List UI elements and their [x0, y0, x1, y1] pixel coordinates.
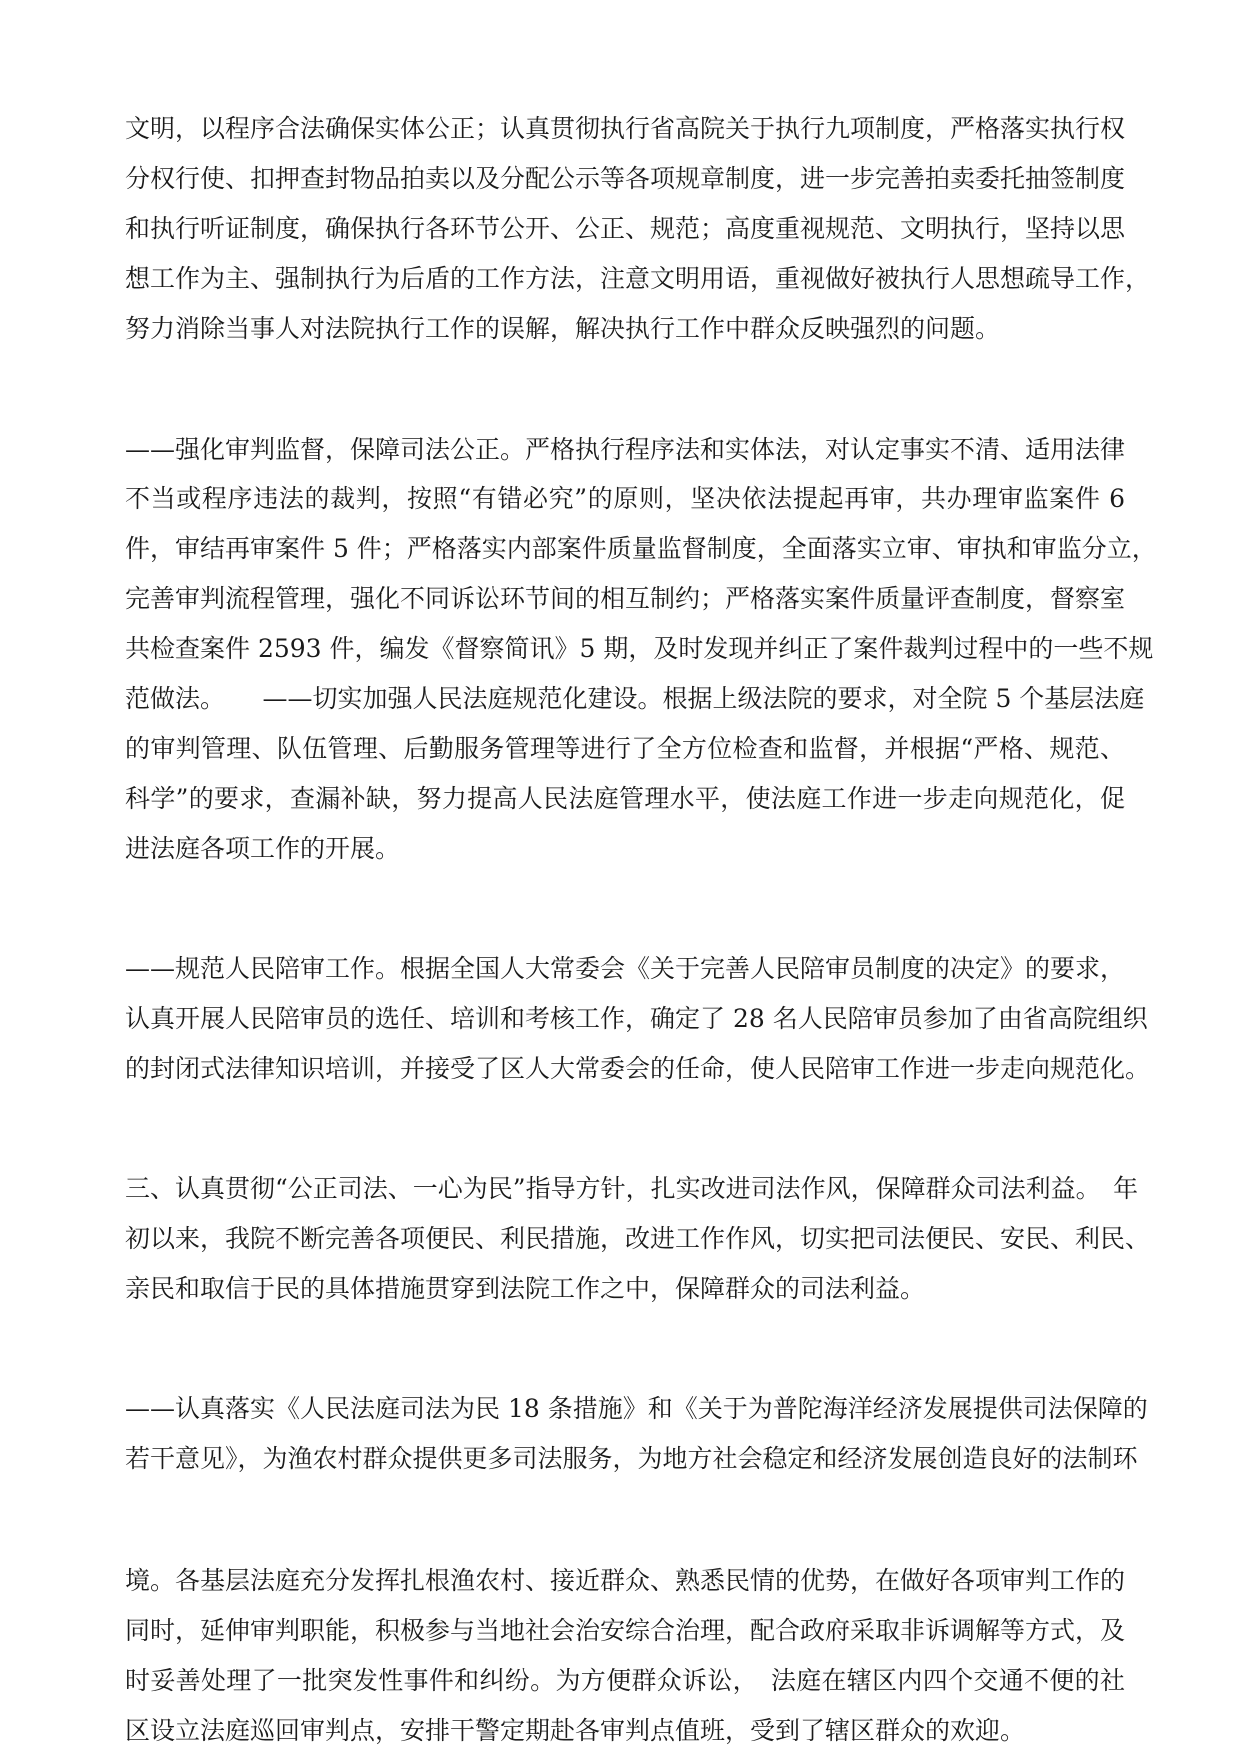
text-line: 不当或程序违法的裁判，按照“有错必究”的原则，坚决依法提起再审，共办理审监案件 6 [125, 484, 1125, 513]
text-line: 分权行使、扣押查封物品拍卖以及分配公示等各项规章制度，进一步完善拍卖委托抽签制度 [125, 164, 1126, 193]
text-line: 时妥善处理了一批突发性事件和纠纷。为方便群众诉讼， 法庭在辖区内四个交通不便的社 [125, 1666, 1125, 1695]
text-line: 三、认真贯彻“公正司法、一心为民”指导方针，扎实改进司法作风，保障群众司法利益。 年 [125, 1174, 1139, 1203]
text-line: 区设立法庭巡回审判点，安排干警定期赴各审判点值班，受到了辖区群众的欢迎。 [125, 1716, 1026, 1745]
text-line: 亲民和取信于民的具体措施贯穿到法院工作之中，保障群众的司法利益。 [125, 1274, 926, 1303]
text-line: 件，审结再审案件 5 件；严格落实内部案件质量监督制度，全面落实立审、审执和审监分立， [125, 534, 1157, 563]
text-line: ——规范人民陪审工作。根据全国人大常委会《关于完善人民陪审员制度的决定》的要求， [125, 954, 1126, 983]
text-line: 科学”的要求，查漏补缺，努力提高人民法庭管理水平，使法庭工作进一步走向规范化，促 [125, 784, 1125, 813]
text-line: 初以来，我院不断完善各项便民、利民措施，改进工作作风，切实把司法便民、安民、利民、 [125, 1224, 1151, 1253]
text-line: 文明，以程序合法确保实体公正；认真贯彻执行省高院关于执行九项制度，严格落实执行权 [125, 114, 1126, 143]
text-line: 想工作为主、强制执行为后盾的工作方法，注意文明用语，重视做好被执行人思想疏导工作， [125, 264, 1151, 293]
text-line: 认真开展人民陪审员的选任、培训和考核工作，确定了 28 名人民陪审员参加了由省高院组织 [125, 1004, 1148, 1033]
text-line: ——认真落实《人民法庭司法为民 18 条措施》和《关于为普陀海洋经济发展提供司法保障的 [125, 1394, 1148, 1423]
text-line: 境。各基层法庭充分发挥扎根渔农村、接近群众、熟悉民情的优势，在做好各项审判工作的 [125, 1566, 1126, 1595]
text-line: 努力消除当事人对法院执行工作的误解，解决执行工作中群众反映强烈的问题。 [125, 314, 1001, 343]
text-line: 完善审判流程管理，强化不同诉讼环节间的相互制约；严格落实案件质量评查制度，督察室 [125, 584, 1126, 613]
text-line: 的封闭式法律知识培训，并接受了区人大常委会的任命，使人民陪审工作进一步走向规范化。 [125, 1054, 1151, 1083]
text-line: 和执行听证制度，确保执行各环节公开、公正、规范；高度重视规范、文明执行，坚持以思 [125, 214, 1126, 243]
text-line: 共检查案件 2593 件，编发《督察简讯》5 期，及时发现并纠正了案件裁判过程中的一些不规 [125, 634, 1154, 663]
text-line: 范做法。 ——切实加强人民法庭规范化建设。根据上级法院的要求，对全院 5 个基层法庭 [125, 684, 1145, 713]
text-line: 的审判管理、队伍管理、后勤服务管理等进行了全方位检查和监督，并根据“严格、规范、 [125, 734, 1125, 763]
text-line: ——强化审判监督，保障司法公正。严格执行程序法和实体法，对认定事实不清、适用法律 [125, 435, 1126, 464]
text-line: 同时，延伸审判职能，积极参与当地社会治安综合治理，配合政府采取非诉调解等方式，及 [125, 1616, 1126, 1645]
text-line: 进法庭各项工作的开展。 [125, 834, 401, 863]
text-line: 若干意见》，为渔农村群众提供更多司法服务，为地方社会稳定和经济发展创造良好的法制环 [125, 1444, 1138, 1473]
